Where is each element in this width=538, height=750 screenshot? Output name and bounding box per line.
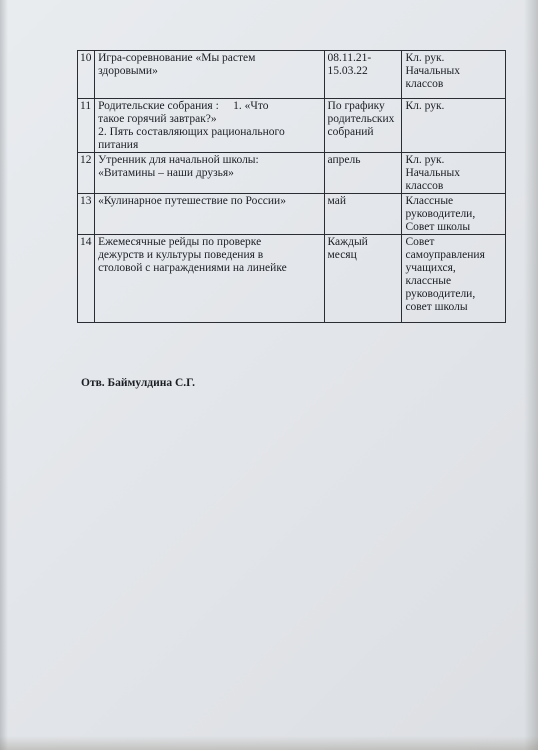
responsible-text-line: Начальных (405, 167, 460, 179)
responsible-text-line: классные (405, 275, 452, 287)
date-cell (324, 153, 402, 194)
table-row (78, 153, 506, 194)
responsible-text-line: учащихся, (405, 262, 456, 274)
event-cell (95, 235, 324, 323)
event-text-line: «Кулинарное путешествие по России» (98, 195, 286, 207)
date-cell (324, 194, 402, 235)
paper-edge-shadow-bottom (0, 736, 538, 750)
responsible-text-line: руководители, (405, 208, 476, 220)
events-table (77, 50, 506, 323)
responsible-cell (402, 194, 506, 235)
date-text-line: собраний (327, 126, 374, 138)
event-cell (95, 153, 324, 194)
responsible-cell (402, 153, 506, 194)
date-text-line: май (327, 195, 346, 207)
paper-edge-shadow-left (0, 0, 8, 750)
responsible-text-line: Кл. рук. (405, 100, 445, 112)
event-cell (95, 51, 324, 99)
event-text-line: Ежемесячные рейды по проверке (98, 236, 262, 248)
date-cell (324, 51, 402, 99)
event-text-line: «Витамины – наши друзья» (98, 167, 234, 179)
row-number: 12 (78, 153, 95, 194)
date-text-line: 08.11.21- (327, 52, 372, 64)
row-number: 10 (78, 51, 95, 99)
responsible-text-line: Начальных (405, 65, 460, 77)
responsible-cell (402, 235, 506, 323)
responsible-text-line: классов (405, 78, 444, 90)
row-number: 14 (78, 235, 95, 323)
row-number: 11 (78, 99, 95, 153)
event-cell (95, 99, 324, 153)
date-cell (324, 99, 402, 153)
responsible-text-line: Совет (405, 236, 435, 248)
date-text-line: Каждый (327, 236, 368, 248)
event-text-line: здоровыми» (98, 65, 158, 77)
date-text-line: По графику (327, 100, 385, 112)
date-cell (324, 235, 402, 323)
event-text-line: Утренник для начальной школы: (98, 154, 259, 166)
date-text-line: месяц (327, 249, 357, 261)
paper-edge-shadow-right (524, 0, 538, 750)
responsible-text-line: классов (405, 180, 444, 192)
responsible-text-line: Кл. рук. (405, 52, 445, 64)
date-text-line: 15.03.22 (327, 65, 368, 77)
event-text-line: питания (98, 139, 139, 151)
responsible-cell (402, 99, 506, 153)
responsible-signature: Отв. Баймулдина С.Г. (81, 377, 196, 389)
event-text-line: дежурств и культуры поведения в (98, 249, 264, 261)
table-row (78, 99, 506, 153)
event-text-line: столовой с награждениями на линейке (98, 262, 287, 274)
responsible-text-line: совет школы (405, 301, 468, 313)
responsible-text-line: руководители, (405, 288, 476, 300)
responsible-text-line: Совет школы (405, 221, 471, 233)
responsible-text-line: Классные (405, 195, 454, 207)
event-text-line: Игра-соревнование «Мы растем (98, 52, 256, 64)
table-row (78, 235, 506, 323)
date-text-line: апрель (327, 154, 361, 166)
table-row (78, 51, 506, 99)
event-text-line: Родительские собрания : 1. «Что (98, 100, 269, 112)
date-text-line: родительских (327, 113, 395, 125)
responsible-cell (402, 51, 506, 99)
event-text-line: 2. Пять составляющих рационального (98, 126, 285, 138)
event-cell (95, 194, 324, 235)
responsible-text-line: самоуправления (405, 249, 485, 261)
row-number: 13 (78, 194, 95, 235)
responsible-text-line: Кл. рук. (405, 154, 445, 166)
table-row (78, 194, 506, 235)
event-text-line: такое горячий завтрак?» (98, 113, 217, 125)
events-table-body (78, 51, 506, 323)
